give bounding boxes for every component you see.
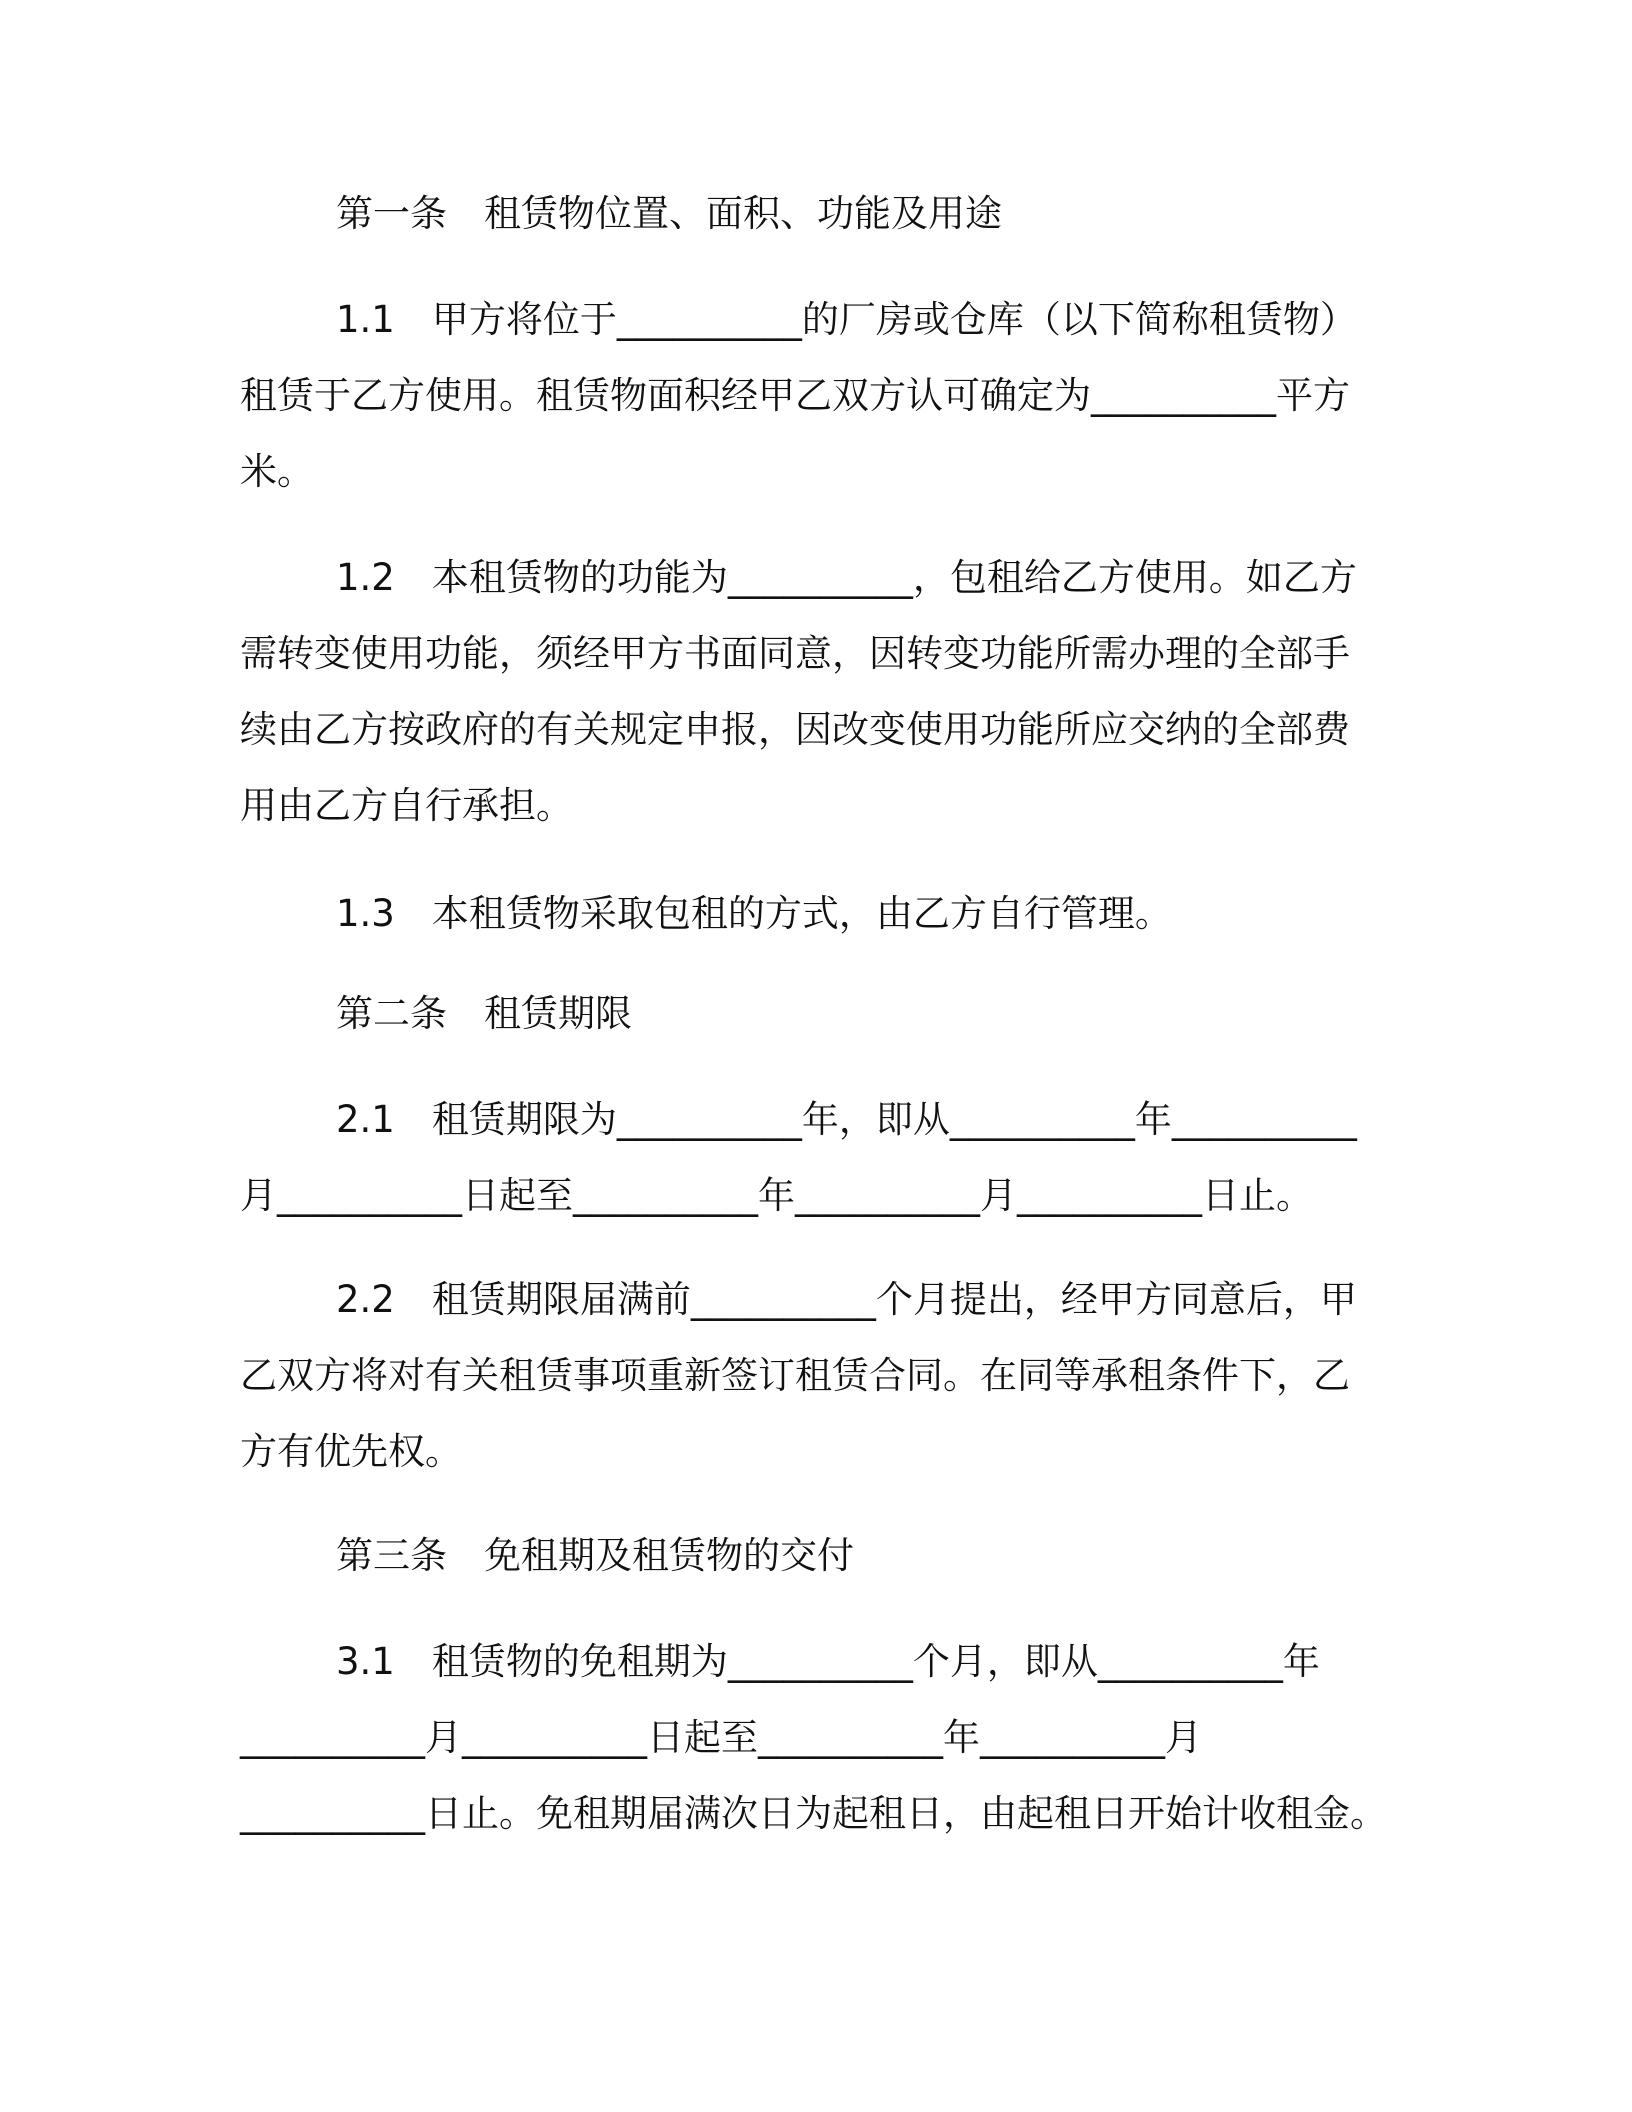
clause-line: 1.3 本租赁物采取包租的方式，由乙方自行管理。	[336, 892, 1172, 935]
article-1-heading	[240, 176, 1400, 252]
clause-line: __________月__________日起至__________年__________月	[240, 1716, 1202, 1759]
clause-line: 方有优先权。	[240, 1430, 462, 1473]
clause-2-1	[240, 1082, 1400, 1234]
clause-line: 1.1 甲方将位于__________的厂房或仓库（以下简称租赁物）	[336, 298, 1357, 341]
clause-line: 1.2 本租赁物的功能为__________，包租给乙方使用。如乙方	[336, 556, 1357, 599]
clause-1-3	[240, 876, 1400, 952]
clause-line: 2.2 租赁期限届满前__________个月提出，经甲方同意后，甲	[336, 1278, 1357, 1321]
clause-line: __________日止。免租期届满次日为起租日，由起租日开始计收租金。	[240, 1792, 1387, 1835]
clause-line: 米。	[240, 450, 314, 493]
clause-line: 续由乙方按政府的有关规定申报，因改变使用功能所应交纳的全部费	[240, 708, 1350, 751]
clause-line: 2.1 租赁期限为__________年，即从__________年__________	[336, 1098, 1357, 1141]
heading-text: 第三条 免租期及租赁物的交付	[336, 1534, 854, 1577]
clause-line: 3.1 租赁物的免租期为__________个月，即从__________年	[336, 1640, 1320, 1683]
clause-line: 需转变使用功能，须经甲方书面同意，因转变功能所需办理的全部手	[240, 632, 1350, 675]
heading-text: 第二条 租赁期限	[336, 992, 632, 1035]
clause-1-1	[240, 282, 1400, 510]
clause-2-2	[240, 1262, 1400, 1490]
clause-1-2	[240, 540, 1400, 844]
article-3-heading	[240, 1518, 1400, 1594]
clause-line: 租赁于乙方使用。租赁物面积经甲乙双方认可确定为__________平方	[240, 374, 1350, 417]
heading-text: 第一条 租赁物位置、面积、功能及用途	[336, 192, 1002, 235]
clause-line: 乙双方将对有关租赁事项重新签订租赁合同。在同等承租条件下，乙	[240, 1354, 1350, 1397]
clause-line: 月__________日起至__________年__________月__________日止。	[240, 1174, 1313, 1217]
article-2-heading	[240, 976, 1400, 1052]
clause-3-1	[240, 1624, 1400, 1852]
clause-line: 用由乙方自行承担。	[240, 784, 573, 827]
